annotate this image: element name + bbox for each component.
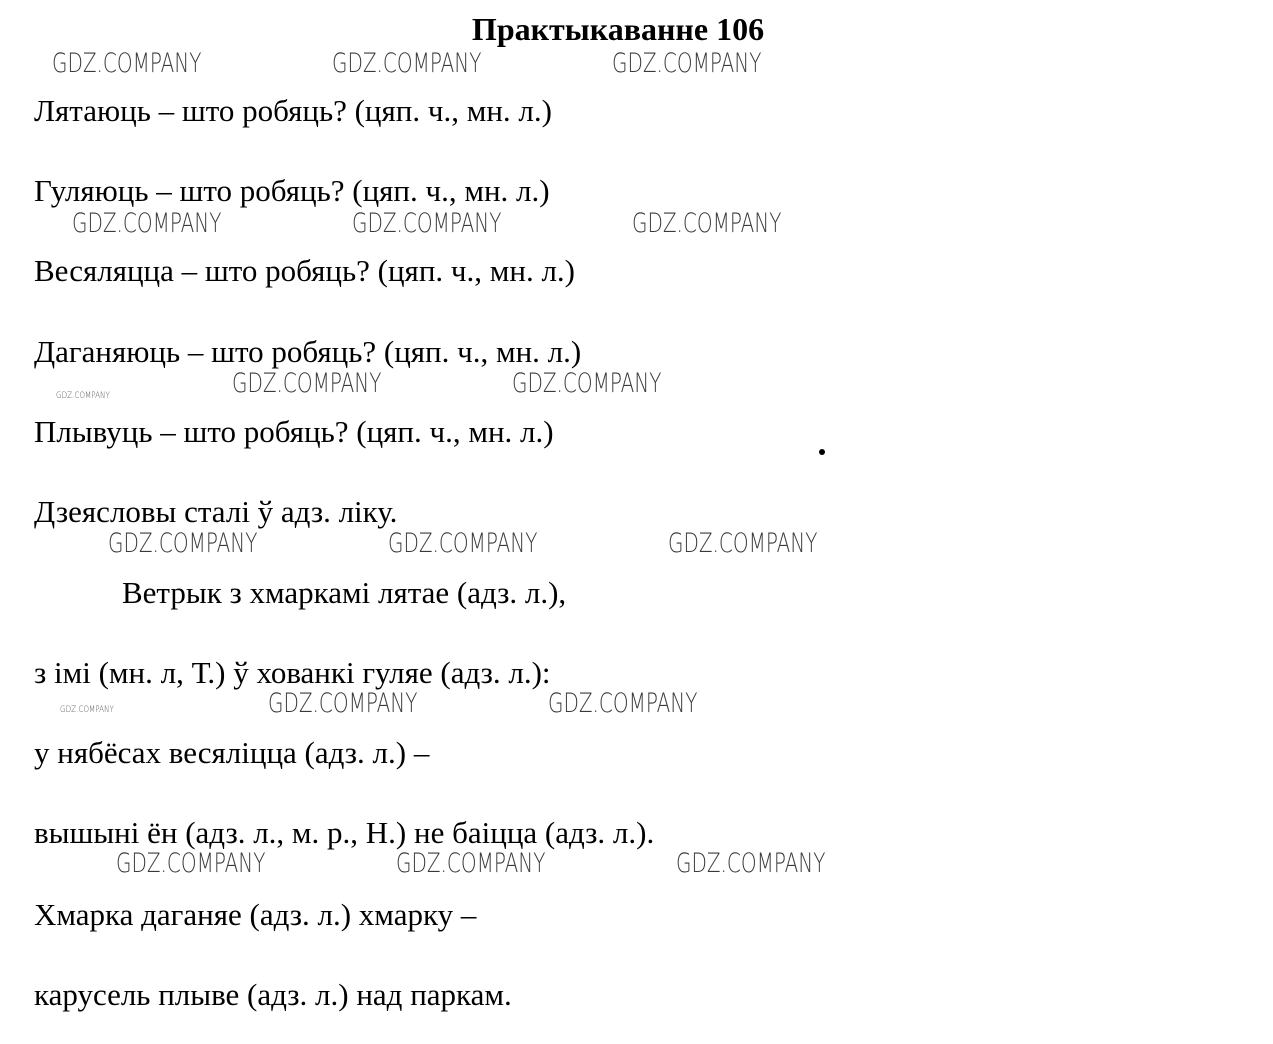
watermark: GDZ.COMPANY <box>512 368 662 399</box>
text-line: з імі (мн. л, Т.) ў хованкі гуляе (адз. л.): <box>34 655 551 690</box>
watermark: GDZ.COMPANY <box>52 48 202 79</box>
watermark: GDZ.COMPANY <box>396 848 546 879</box>
watermark: GDZ.COMPANY <box>388 528 538 559</box>
watermark-small: GDZ.COMPANY <box>60 705 114 715</box>
watermark: GDZ.COMPANY <box>352 208 502 239</box>
text-line: Хмарка даганяе (адз. л.) хмарку – <box>34 897 477 932</box>
text-line: карусель плыве (адз. л.) над паркам. <box>34 977 512 1012</box>
text-line: Дзеясловы сталі ў адз. ліку. <box>34 494 398 529</box>
watermark: GDZ.COMPANY <box>676 848 826 879</box>
text-line: Плывуць – што робяць? (цяп. ч., мн. л.) <box>34 414 554 449</box>
watermark: GDZ.COMPANY <box>612 48 762 79</box>
watermark-small: GDZ.COMPANY <box>56 391 110 401</box>
watermark: GDZ.COMPANY <box>72 208 222 239</box>
stray-dot <box>819 449 825 455</box>
text-line: Весяляцца – што робяць? (цяп. ч., мн. л.) <box>34 253 576 288</box>
watermark: GDZ.COMPANY <box>108 528 258 559</box>
watermark: GDZ.COMPANY <box>548 688 698 719</box>
watermark: GDZ.COMPANY <box>116 848 266 879</box>
watermark: GDZ.COMPANY <box>232 368 382 399</box>
text-line: у нябёсах весяліцца (адз. л.) – <box>34 735 430 770</box>
text-line: Лятаюць – што робяць? (цяп. ч., мн. л.) <box>34 93 552 128</box>
watermark: GDZ.COMPANY <box>668 528 818 559</box>
text-line: Гуляюць – што робяць? (цяп. ч., мн. л.) <box>34 173 550 208</box>
text-line: Ветрык з хмаркамі лятае (адз. л.), <box>122 575 567 610</box>
page-title: Практыкаванне 106 <box>471 11 765 47</box>
watermark: GDZ.COMPANY <box>632 208 782 239</box>
watermark: GDZ.COMPANY <box>268 688 418 719</box>
text-line: вышыні ён (адз. л., м. р., Н.) не баіцца (адз. л.). <box>34 815 655 850</box>
watermark: GDZ.COMPANY <box>332 48 482 79</box>
text-line: Даганяюць – што робяць? (цяп. ч., мн. л.) <box>34 334 582 369</box>
